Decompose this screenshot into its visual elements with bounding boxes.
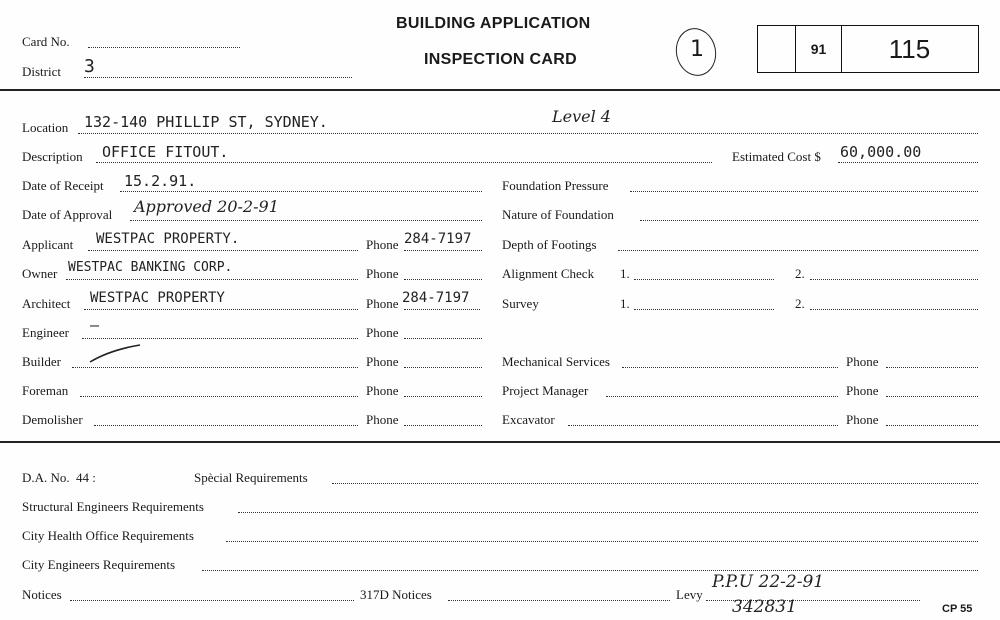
estimated-cost-label: Estimated Cost $	[732, 149, 821, 164]
applicant-label: Applicant	[22, 237, 74, 252]
project-manager-phone-line[interactable]	[886, 396, 978, 397]
owner-phone-line[interactable]	[404, 279, 482, 280]
city-health-line[interactable]	[226, 541, 978, 542]
da-no-value: 44 :	[76, 470, 96, 485]
demolisher-line[interactable]	[94, 425, 358, 426]
survey-1-label: 1.	[620, 296, 630, 311]
location-value: 132-140 PHILLIP ST, SYDNEY.	[84, 113, 328, 131]
city-engineers-label: City Engineers Requirements	[22, 557, 176, 572]
estimated-cost-line[interactable]	[838, 162, 978, 163]
builder-label: Builder	[22, 354, 61, 369]
applicant-phone-label: Phone	[366, 237, 399, 252]
survey-label: Survey	[502, 296, 539, 311]
alignment-check-1-label: 1.	[620, 266, 630, 281]
description-label: Description	[22, 149, 83, 164]
owner-label: Owner	[22, 266, 58, 281]
demolisher-phone-line[interactable]	[404, 425, 482, 426]
project-manager-line[interactable]	[606, 396, 838, 397]
notices-line[interactable]	[70, 600, 354, 601]
alignment-check-2-line[interactable]	[810, 279, 978, 280]
description-value: OFFICE FITOUT.	[102, 143, 229, 161]
builder-dash-mark	[88, 342, 144, 366]
notices-317d-label: 317D Notices	[360, 587, 432, 602]
survey-1-line[interactable]	[634, 309, 774, 310]
project-manager-phone-label: Phone	[846, 383, 879, 398]
demolisher-label: Demolisher	[22, 412, 83, 427]
architect-phone-line[interactable]	[404, 309, 480, 310]
special-requirements-label: Spècial Requirements	[194, 470, 308, 485]
owner-value: WESTPAC BANKING CORP.	[68, 260, 233, 275]
levy-label: Levy	[676, 587, 703, 602]
location-line[interactable]	[78, 133, 978, 134]
special-requirements-line[interactable]	[332, 483, 978, 484]
applicant-phone-value: 284-7197	[404, 231, 472, 247]
depth-of-footings-label: Depth of Footings	[502, 237, 597, 252]
header-divider	[0, 89, 1000, 91]
card-no-line[interactable]	[88, 47, 240, 48]
alignment-check-label: Alignment Check	[502, 266, 595, 281]
title-line2: INSPECTION CARD	[424, 51, 577, 68]
fields-divider	[0, 441, 1000, 443]
foreman-phone-label: Phone	[366, 383, 399, 398]
foreman-label: Foreman	[22, 383, 69, 398]
owner-line[interactable]	[66, 279, 358, 280]
demolisher-phone-label: Phone	[366, 412, 399, 427]
date-of-approval-line[interactable]	[130, 220, 482, 221]
architect-value: WESTPAC PROPERTY	[90, 290, 225, 306]
excavator-label: Excavator	[502, 412, 555, 427]
district-value: 3	[84, 56, 95, 77]
survey-2-label: 2.	[795, 296, 805, 311]
applicant-phone-line[interactable]	[404, 250, 482, 251]
engineer-label: Engineer	[22, 325, 69, 340]
foundation-pressure-label: Foundation Pressure	[502, 178, 609, 193]
applicant-value: WESTPAC PROPERTY.	[96, 231, 240, 247]
architect-phone-value: 284-7197	[402, 290, 470, 306]
date-of-approval-value: Approved 20-2-91	[134, 197, 279, 216]
architect-phone-label: Phone	[366, 296, 399, 311]
owner-phone-label: Phone	[366, 266, 399, 281]
applicant-line[interactable]	[88, 250, 358, 251]
date-of-receipt-line[interactable]	[120, 191, 482, 192]
builder-phone-line[interactable]	[404, 367, 482, 368]
description-line[interactable]	[96, 162, 712, 163]
mechanical-services-line[interactable]	[622, 367, 838, 368]
location-note: Level 4	[552, 107, 611, 126]
city-health-label: City Health Office Requirements	[22, 528, 194, 543]
alignment-check-1-line[interactable]	[634, 279, 774, 280]
engineer-value: —	[90, 316, 100, 334]
foreman-phone-line[interactable]	[404, 396, 482, 397]
notices-label: Notices	[22, 587, 62, 602]
date-of-receipt-label: Date of Receipt	[22, 178, 104, 193]
estimated-cost-value: 60,000.00	[840, 143, 922, 161]
box-number: 115	[841, 26, 977, 72]
excavator-phone-label: Phone	[846, 412, 879, 427]
architect-label: Architect	[22, 296, 71, 311]
engineer-line[interactable]	[82, 338, 358, 339]
excavator-phone-line[interactable]	[886, 425, 978, 426]
mechanical-services-label: Mechanical Services	[502, 354, 610, 369]
structural-engineers-label: Structural Engineers Requirements	[22, 499, 204, 514]
card-no-label: Card No.	[22, 34, 70, 49]
circled-number: 1	[690, 37, 704, 62]
structural-engineers-line[interactable]	[238, 512, 978, 513]
notices-317d-line[interactable]	[448, 600, 670, 601]
location-label: Location	[22, 120, 69, 135]
form-code: CP 55	[942, 603, 973, 615]
foundation-pressure-line[interactable]	[630, 191, 978, 192]
da-no-label: D.A. No.	[22, 470, 70, 485]
project-manager-label: Project Manager	[502, 383, 589, 398]
survey-2-line[interactable]	[810, 309, 978, 310]
card-number-box	[757, 25, 979, 73]
engineer-phone-line[interactable]	[404, 338, 482, 339]
builder-line[interactable]	[72, 367, 358, 368]
levy-value: P.P.U 22-2-91	[712, 572, 825, 592]
district-line[interactable]	[84, 77, 352, 78]
date-of-receipt-value: 15.2.91.	[124, 172, 197, 190]
date-of-approval-label: Date of Approval	[22, 207, 113, 222]
architect-line[interactable]	[84, 309, 358, 310]
nature-of-foundation-label: Nature of Foundation	[502, 207, 614, 222]
title-line1: BUILDING APPLICATION	[396, 15, 591, 32]
box-year: 91	[795, 26, 841, 72]
levy-number: 342831	[732, 597, 797, 617]
city-engineers-line[interactable]	[202, 570, 978, 571]
excavator-line[interactable]	[568, 425, 838, 426]
depth-of-footings-line[interactable]	[618, 250, 978, 251]
builder-phone-label: Phone	[366, 354, 399, 369]
mechanical-services-phone-label: Phone	[846, 354, 879, 369]
district-label: District	[22, 64, 61, 79]
nature-of-foundation-line[interactable]	[640, 220, 978, 221]
mechanical-services-phone-line[interactable]	[886, 367, 978, 368]
foreman-line[interactable]	[80, 396, 358, 397]
alignment-check-2-label: 2.	[795, 266, 805, 281]
engineer-phone-label: Phone	[366, 325, 399, 340]
